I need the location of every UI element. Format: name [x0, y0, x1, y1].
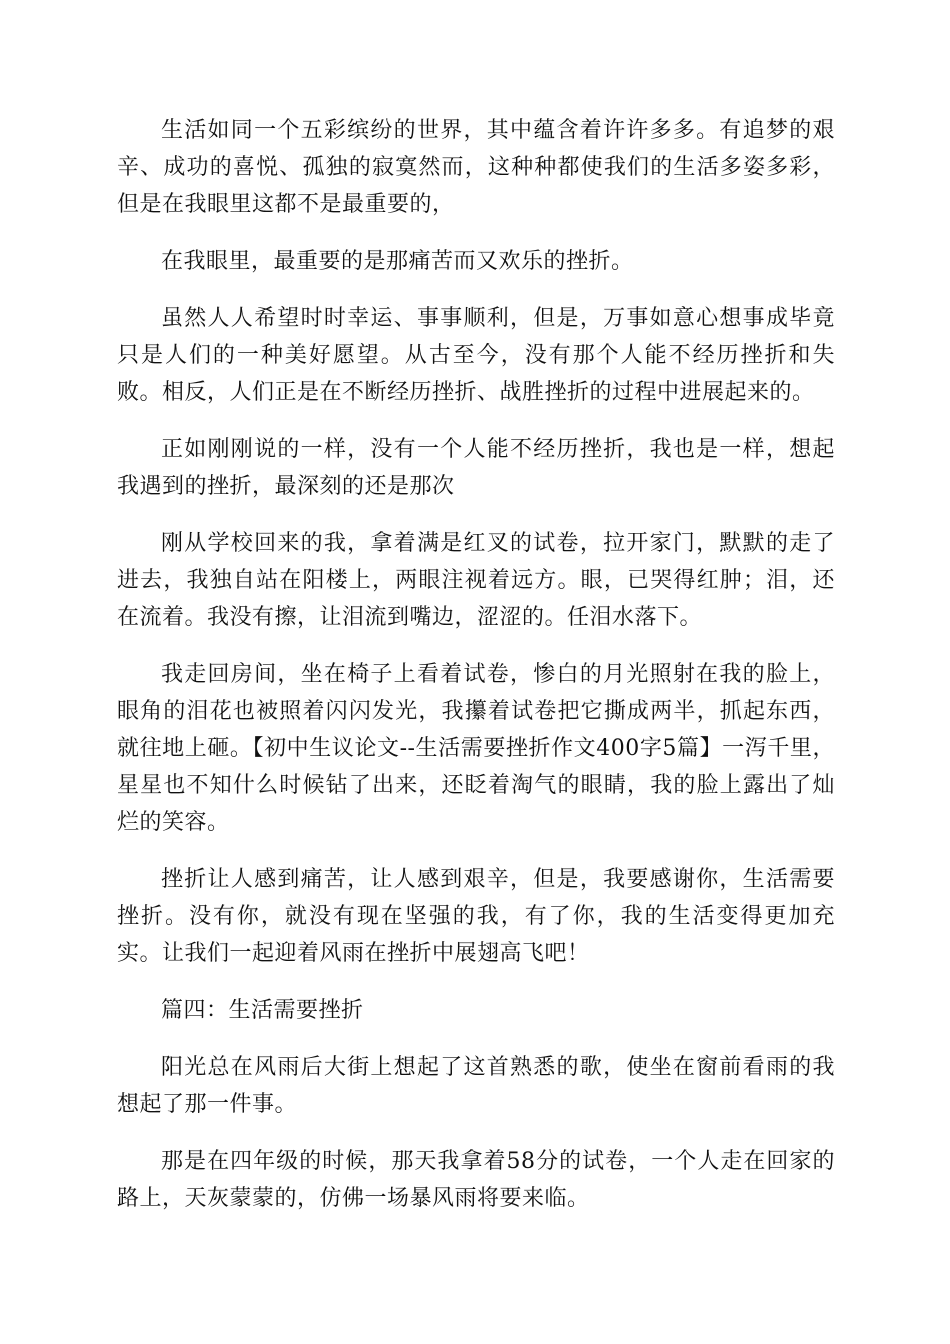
paragraph: 我走回房间，坐在椅子上看着试卷，惨白的月光照射在我的脸上，眼角的泪花也被照着闪闪发光，我攥着试卷把它撕成两半，抓起东西，就往地上砸。【初中生议论文--生活需要挫折作文400字5篇】一泻千里，星星也不知什么时候钻了出来，还眨着淘气的眼睛，我的脸上露出了灿烂的笑容。 — [117, 662, 835, 835]
paragraph: 正如刚刚说的一样，没有一个人能不经历挫折，我也是一样，想起我遇到的挫折，最深刻的还是那次 — [117, 437, 835, 499]
paragraph: 那是在四年级的时候，那天我拿着58分的试卷，一个人走在回家的路上，天灰蒙蒙的，仿佛一场暴风雨将要来临。 — [117, 1149, 835, 1211]
section-heading: 篇四：生活需要挫折 — [161, 998, 364, 1023]
document-body — [117, 112, 835, 1237]
paragraph: 生活如同一个五彩缤纷的世界，其中蕴含着许许多多。有追梦的艰辛、成功的喜悦、孤独的寂寞然而，这种种都使我们的生活多姿多彩，但是在我眼里这都不是最重要的， — [117, 118, 835, 217]
paragraph: 在我眼里，最重要的是那痛苦而又欢乐的挫折。 — [161, 249, 634, 274]
paragraph: 刚从学校回来的我，拿着满是红叉的试卷，拉开家门，默默的走了进去，我独自站在阳楼上，两眼注视着远方。眼，已哭得红肿；泪，还在流着。我没有擦，让泪流到嘴边，涩涩的。任泪水落下。 — [117, 531, 835, 630]
paragraph: 挫折让人感到痛苦，让人感到艰辛，但是，我要感谢你，生活需要挫折。没有你，就没有现在坚强的我，有了你，我的生活变得更加充实。让我们一起迎着风雨在挫折中展翅高飞吧！ — [117, 867, 835, 966]
paragraph: 虽然人人希望时时幸运、事事顺利，但是，万事如意心想事成毕竟只是人们的一种美好愿望。从古至今，没有那个人能不经历挫折和失败。相反，人们正是在不断经历挫折、战胜挫折的过程中进展起来的。 — [117, 306, 835, 405]
paragraph: 阳光总在风雨后大街上想起了这首熟悉的歌，使坐在窗前看雨的我想起了那一件事。 — [117, 1055, 835, 1117]
